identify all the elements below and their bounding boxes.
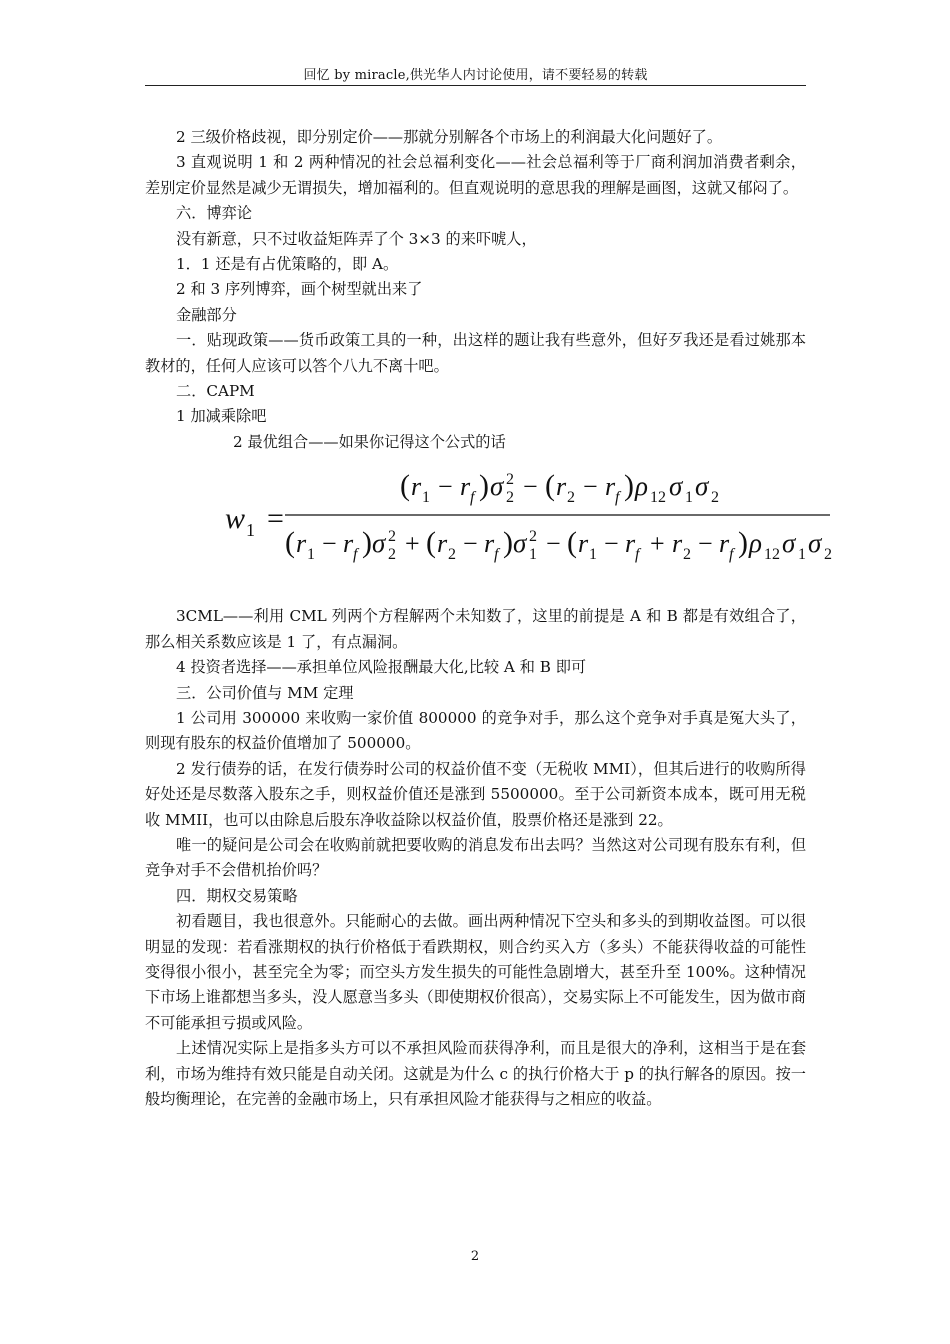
svg-text:−: − bbox=[322, 529, 337, 559]
paragraph: 2 发行债券的话，在发行债券时公司的权益价值不变（无税收 MMI），但其后进行的收购所得好处还是尽数落入股东之手，则权益价值还是涨到 5500000。至于公司新资本成本，既可用无税收 MMII，也可以由除息后股东净收益除以权益价值，股票价格还是涨到 22。 bbox=[145, 759, 806, 829]
svg-text:(: ( bbox=[400, 469, 410, 503]
page-number: 2 bbox=[470, 1249, 480, 1264]
svg-text:+: + bbox=[405, 529, 420, 559]
paragraph: 初看题目，我也很意外。只能耐心的去做。画出两种情况下空头和多头的到期收益图。可以很明显的发现：若看涨期权的执行价格低于看跌期权，则合约买入方（多头）不能获得收益的可能性变得很小很小，甚至完全为零；而空头方发生损失的可能性急剧增大，甚至升至 100%。这种情况下市场上谁都想当多头，没人愿意当多头（即使期权价很高），交易实际上不可能发生，因为做市商不可能承担亏损或风险。 bbox=[145, 912, 806, 1032]
svg-text:σ: σ bbox=[669, 471, 683, 502]
svg-text:r: r bbox=[484, 529, 495, 559]
svg-text:2: 2 bbox=[506, 489, 514, 507]
svg-text:1: 1 bbox=[685, 489, 693, 507]
svg-text:1: 1 bbox=[798, 546, 806, 564]
paragraph: 1 加减乘除吧 bbox=[176, 407, 267, 426]
formula-lhs: w bbox=[225, 502, 246, 536]
svg-text:r: r bbox=[578, 529, 589, 559]
formula-numerator bbox=[400, 469, 719, 506]
paragraph: 3CML——利用 CML 列两个方程解两个未知数了，这里的前提是 A 和 B 都是有效组合了，那么相关系数应该是 1 了，有点漏洞。 bbox=[145, 607, 806, 651]
svg-text:): ) bbox=[624, 469, 634, 503]
svg-text:(: ( bbox=[567, 526, 577, 560]
svg-text:2: 2 bbox=[567, 489, 575, 507]
paragraph: 2 最优组合——如果你记得这个公式的话 bbox=[233, 432, 506, 451]
svg-text:+: + bbox=[650, 529, 665, 559]
svg-text:r: r bbox=[460, 472, 471, 502]
svg-text:1: 1 bbox=[529, 546, 537, 564]
svg-text:r: r bbox=[296, 529, 307, 559]
svg-text:): ) bbox=[503, 526, 513, 560]
svg-text:r: r bbox=[343, 529, 354, 559]
svg-text:σ: σ bbox=[490, 471, 504, 502]
paragraph: 2 和 3 序列博弈，画个树型就出来了 bbox=[176, 280, 423, 299]
paragraph: 没有新意，只不过收益矩阵弄了个 3×3 的来吓唬人， bbox=[176, 229, 537, 248]
svg-text:−: − bbox=[583, 472, 598, 502]
svg-text:2: 2 bbox=[683, 546, 691, 564]
svg-text:1: 1 bbox=[589, 546, 597, 564]
svg-text:−: − bbox=[604, 529, 619, 559]
optimal-weight-formula bbox=[145, 459, 832, 604]
svg-text:−: − bbox=[463, 529, 478, 559]
section-heading: 三．公司价值与 MM 定理 bbox=[176, 683, 354, 702]
svg-text:r: r bbox=[605, 472, 616, 502]
svg-text:f: f bbox=[353, 546, 358, 564]
svg-text:ρ: ρ bbox=[749, 528, 762, 559]
formula-denominator bbox=[285, 526, 832, 563]
svg-text:1: 1 bbox=[307, 546, 315, 564]
section-heading: 二．CAPM bbox=[176, 382, 255, 401]
paragraph: 3 直观说明 1 和 2 两种情况的社会总福利变化——社会总福利等于厂商利润加消费者剩余，差别定价显然是减少无谓损失，增加福利的。但直观说明的意思我的理解是画图，这就又郁闷了。 bbox=[145, 153, 806, 197]
svg-text:r: r bbox=[437, 529, 448, 559]
page-header: 回忆 by miracle,供光华人内讨论使用，请不要轻易的转载 bbox=[303, 68, 648, 83]
svg-text:): ) bbox=[738, 526, 748, 560]
svg-text:2: 2 bbox=[529, 528, 537, 546]
svg-text:1: 1 bbox=[422, 489, 430, 507]
svg-text:): ) bbox=[479, 469, 489, 503]
paragraph: 2 三级价格歧视，即分别定价——那就分别解各个市场上的利润最大化问题好了。 bbox=[176, 128, 723, 146]
svg-text:12: 12 bbox=[764, 546, 780, 564]
svg-text:r: r bbox=[556, 472, 567, 502]
svg-text:ρ: ρ bbox=[635, 471, 648, 502]
svg-text:f: f bbox=[615, 489, 620, 507]
svg-text:(: ( bbox=[426, 526, 436, 560]
svg-text:2: 2 bbox=[448, 546, 456, 564]
svg-text:2: 2 bbox=[388, 546, 396, 564]
svg-text:σ: σ bbox=[808, 528, 822, 559]
header-rule bbox=[145, 85, 806, 86]
svg-text:r: r bbox=[411, 472, 422, 502]
document-body bbox=[145, 125, 832, 1112]
paragraph: 4 投资者选择——承担单位风险报酬最大化,比较 A 和 B 即可 bbox=[176, 658, 587, 677]
paragraph: 上述情况实际上是指多头方可以不承担风险而获得净利，而且是很大的净利，这相当于是在套利，市场为维持有效只能是自动关闭。这就是为什么 c 的执行价格大于 p 的执行解各的原因。按一般均衡理论，在完善的金融市场上，只有承担风险才能获得与之相应的收益。 bbox=[145, 1039, 806, 1108]
svg-text:σ: σ bbox=[513, 528, 527, 559]
paragraph: 1 公司用 300000 来收购一家价值 800000 的竞争对手，那么这个竞争对手真是冤大头了，则现有股东的权益价值增加了 500000。 bbox=[145, 708, 806, 753]
formula-graphic bbox=[225, 459, 835, 569]
svg-text:−: − bbox=[546, 529, 561, 559]
svg-text:−: − bbox=[438, 472, 453, 502]
svg-text:−: − bbox=[523, 472, 538, 502]
formula-lhs-sub: 1 bbox=[246, 520, 255, 541]
paragraph: 唯一的疑问是公司会在收购前就把要收购的消息发布出去吗？当然这对公司现有股东有利，但竞争对手不会借机抬价吗？ bbox=[145, 835, 806, 880]
svg-text:σ: σ bbox=[695, 471, 709, 502]
svg-text:r: r bbox=[625, 529, 636, 559]
svg-text:2: 2 bbox=[506, 471, 514, 489]
svg-text:f: f bbox=[635, 546, 640, 564]
svg-text:−: − bbox=[698, 529, 713, 559]
paragraph: 一．贴现政策——货币政策工具的一种，出这样的题让我有些意外，但好歹我还是看过姚那本教材的，任何人应该可以答个八九不离十吧。 bbox=[145, 331, 806, 375]
svg-text:f: f bbox=[494, 546, 499, 564]
svg-text:2: 2 bbox=[824, 546, 832, 564]
svg-text:=: = bbox=[267, 502, 284, 536]
section-heading: 四．期权交易策略 bbox=[176, 886, 298, 905]
svg-text:f: f bbox=[470, 489, 475, 507]
svg-text:2: 2 bbox=[388, 528, 396, 546]
svg-text:(: ( bbox=[545, 469, 555, 503]
svg-text:): ) bbox=[362, 526, 372, 560]
svg-text:σ: σ bbox=[372, 528, 386, 559]
svg-text:12: 12 bbox=[650, 489, 666, 507]
section-heading: 六．博弈论 bbox=[176, 204, 252, 223]
paragraph: 1．1 还是有占优策略的，即 A。 bbox=[176, 255, 399, 274]
svg-text:σ: σ bbox=[782, 528, 796, 559]
svg-text:r: r bbox=[719, 529, 730, 559]
svg-text:r: r bbox=[672, 529, 683, 559]
svg-text:2: 2 bbox=[711, 489, 719, 507]
svg-text:(: ( bbox=[285, 526, 295, 560]
svg-text:f: f bbox=[729, 546, 734, 564]
section-heading: 金融部分 bbox=[176, 305, 237, 324]
